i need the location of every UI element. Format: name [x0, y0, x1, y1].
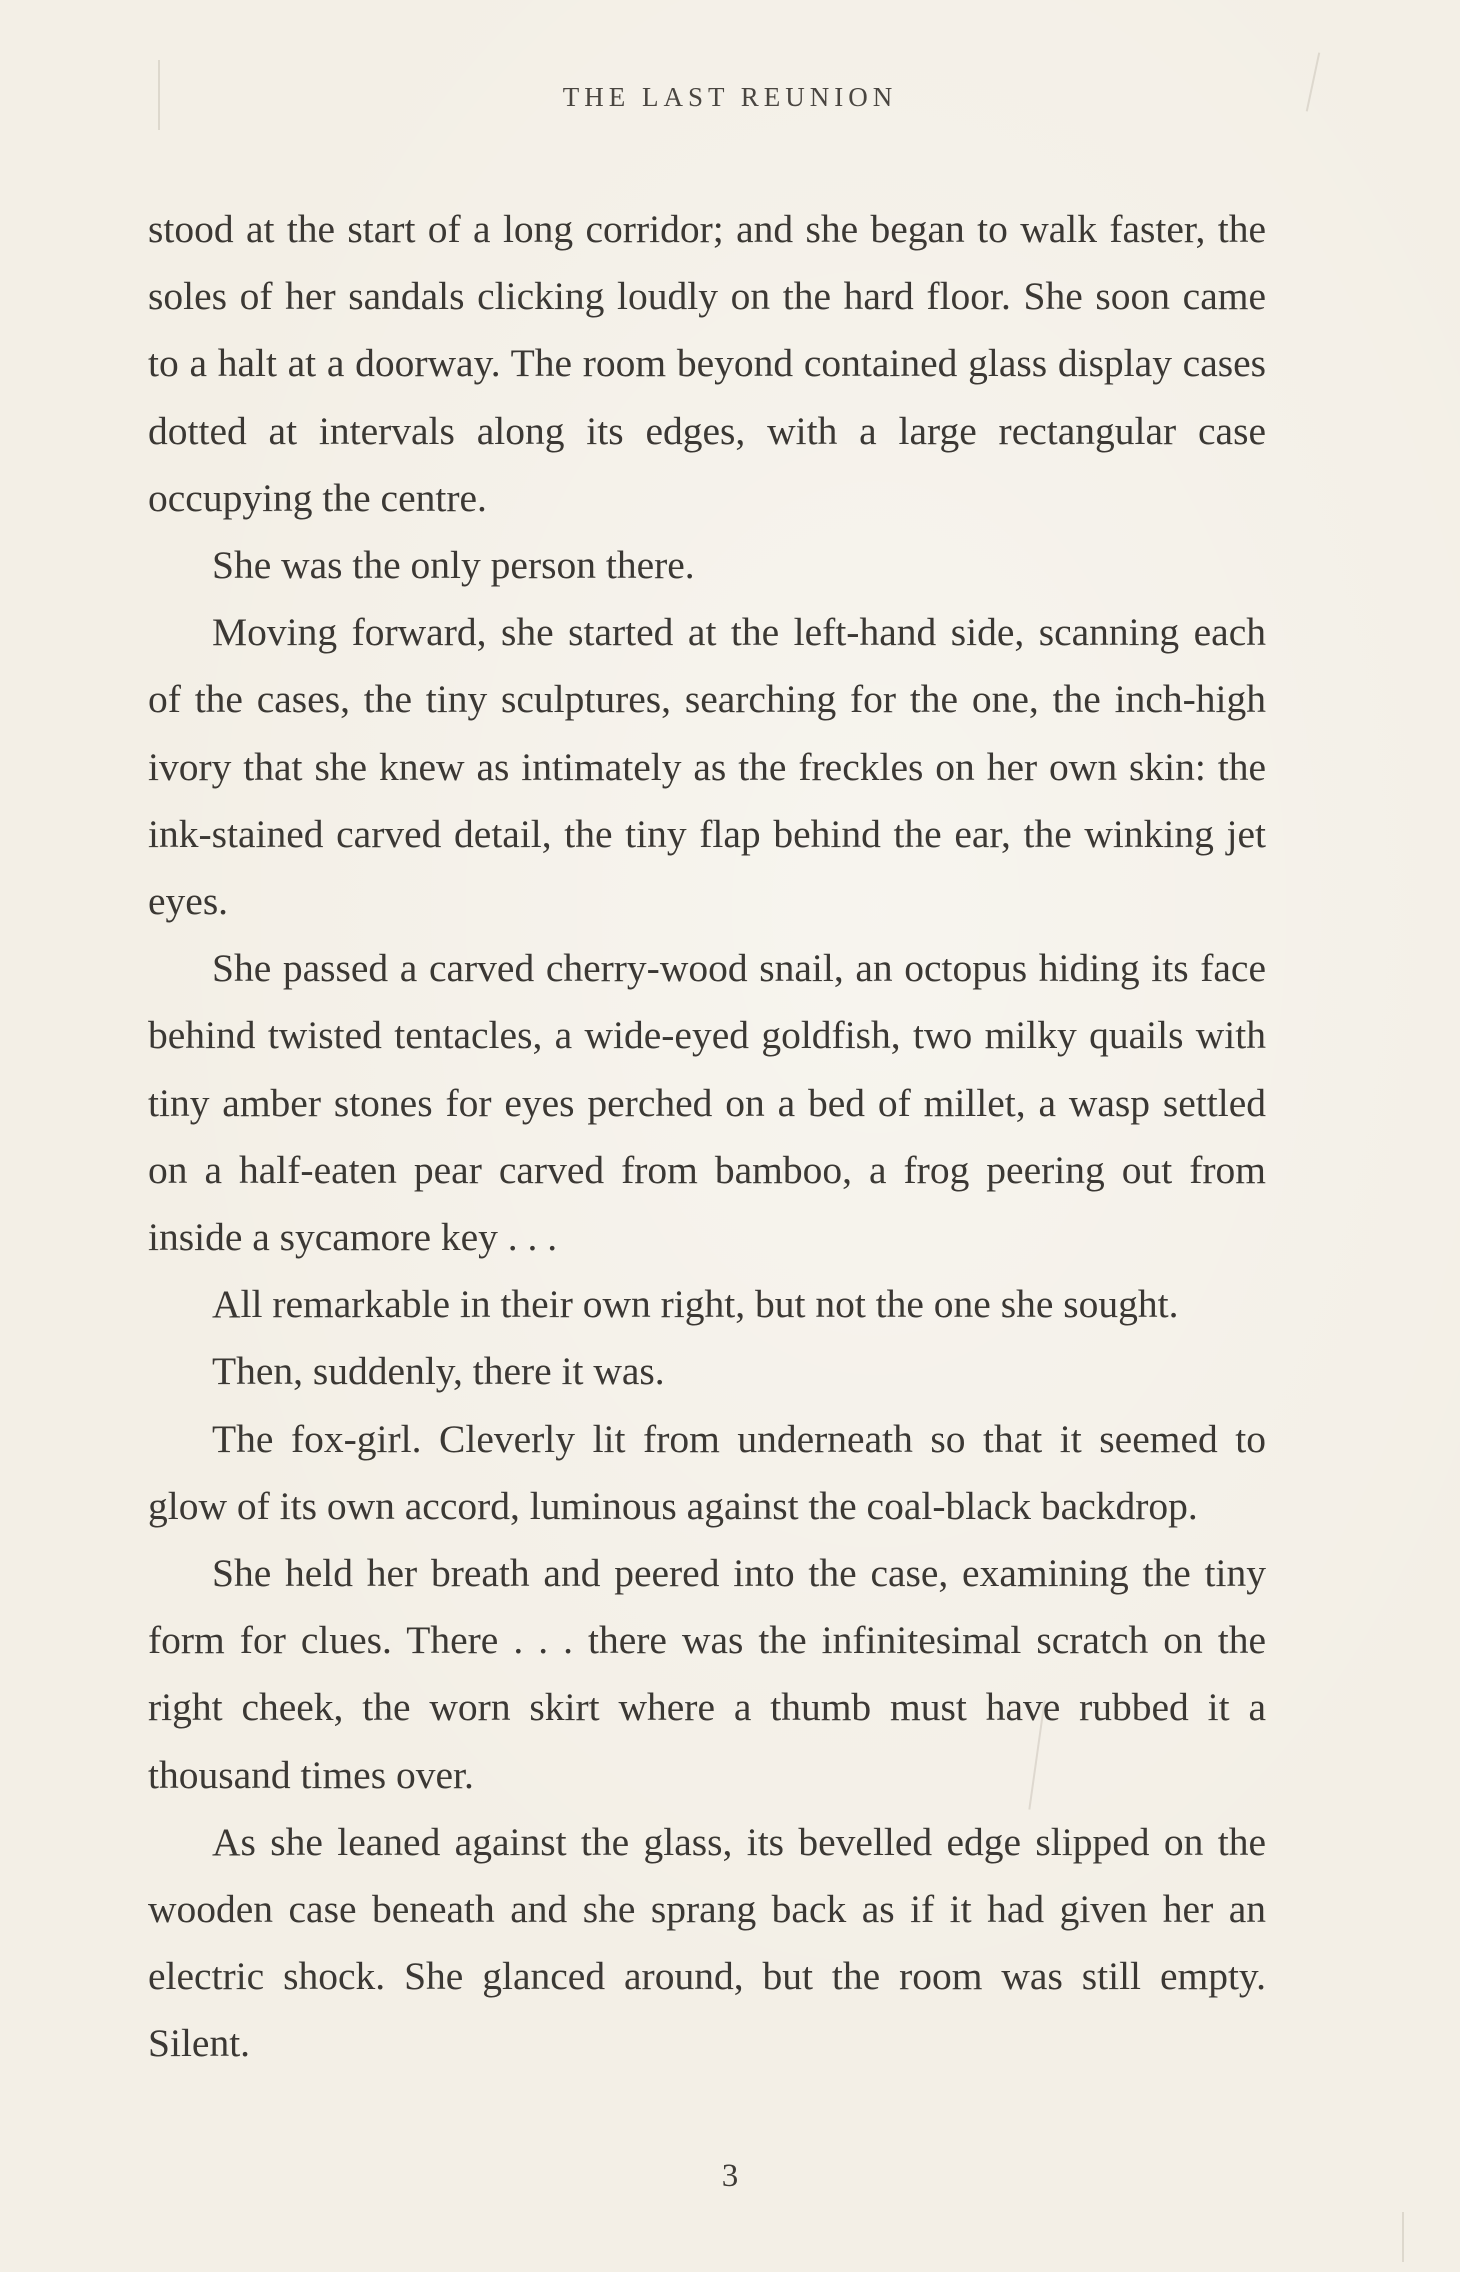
paragraph: All remarkable in their own right, but not the one she sought.	[212, 1282, 1179, 1327]
paragraph: She was the only person there.	[212, 543, 695, 588]
paragraph: Then, suddenly, there it was.	[212, 1349, 665, 1394]
paragraph: The fox-girl. Cleverly lit from underneath so that it seemed to glow of its own accord, luminous against the coal-black backdrop.	[148, 1416, 1266, 1528]
running-head: THE LAST REUNION	[562, 82, 898, 112]
paragraph: As she leaned against the glass, its bevelled edge slipped on the wooden case beneath and she sprang back as if it had given her an electric shock. She glanced around, but the room was still empty. Silent.	[148, 1819, 1266, 2066]
paragraph: She passed a carved cherry-wood snail, an octopus hiding its face behind twisted tentacles, a wide-eyed goldfish, two milky quails with tiny amber stones for eyes perched on a bed of millet, a wasp settled on a half-eaten pear carved from bamboo, a frog peering out from inside a sycamore key . . .	[148, 946, 1266, 1260]
paragraph: Moving forward, she started at the left-hand side, scanning each of the cases, the tiny sculptures, searching for the one, the inch-high ivory that she knew as intimately as the freckles on her own skin: the ink-stained carved detail, the tiny flap behind the ear, the winking jet eyes.	[148, 610, 1266, 924]
paragraph: stood at the start of a long corridor; and she began to walk faster, the soles of her sandals clicking loudly on the hard floor. She soon came to a halt at a doorway. The room beyond contained glass display cases dotted at intervals along its edges, with a large rectangular case occupying the centre.	[148, 207, 1266, 520]
paper-mark	[1402, 2212, 1404, 2262]
page-number: 3	[721, 2158, 739, 2194]
paragraph: She held her breath and peered into the case, examining the tiny form for clues. There . . . there was the infinitesimal scratch on the right cheek, the worn skirt where a thumb must have rubbed it a thousand times over.	[148, 1551, 1266, 1797]
body-text	[148, 196, 1266, 2078]
